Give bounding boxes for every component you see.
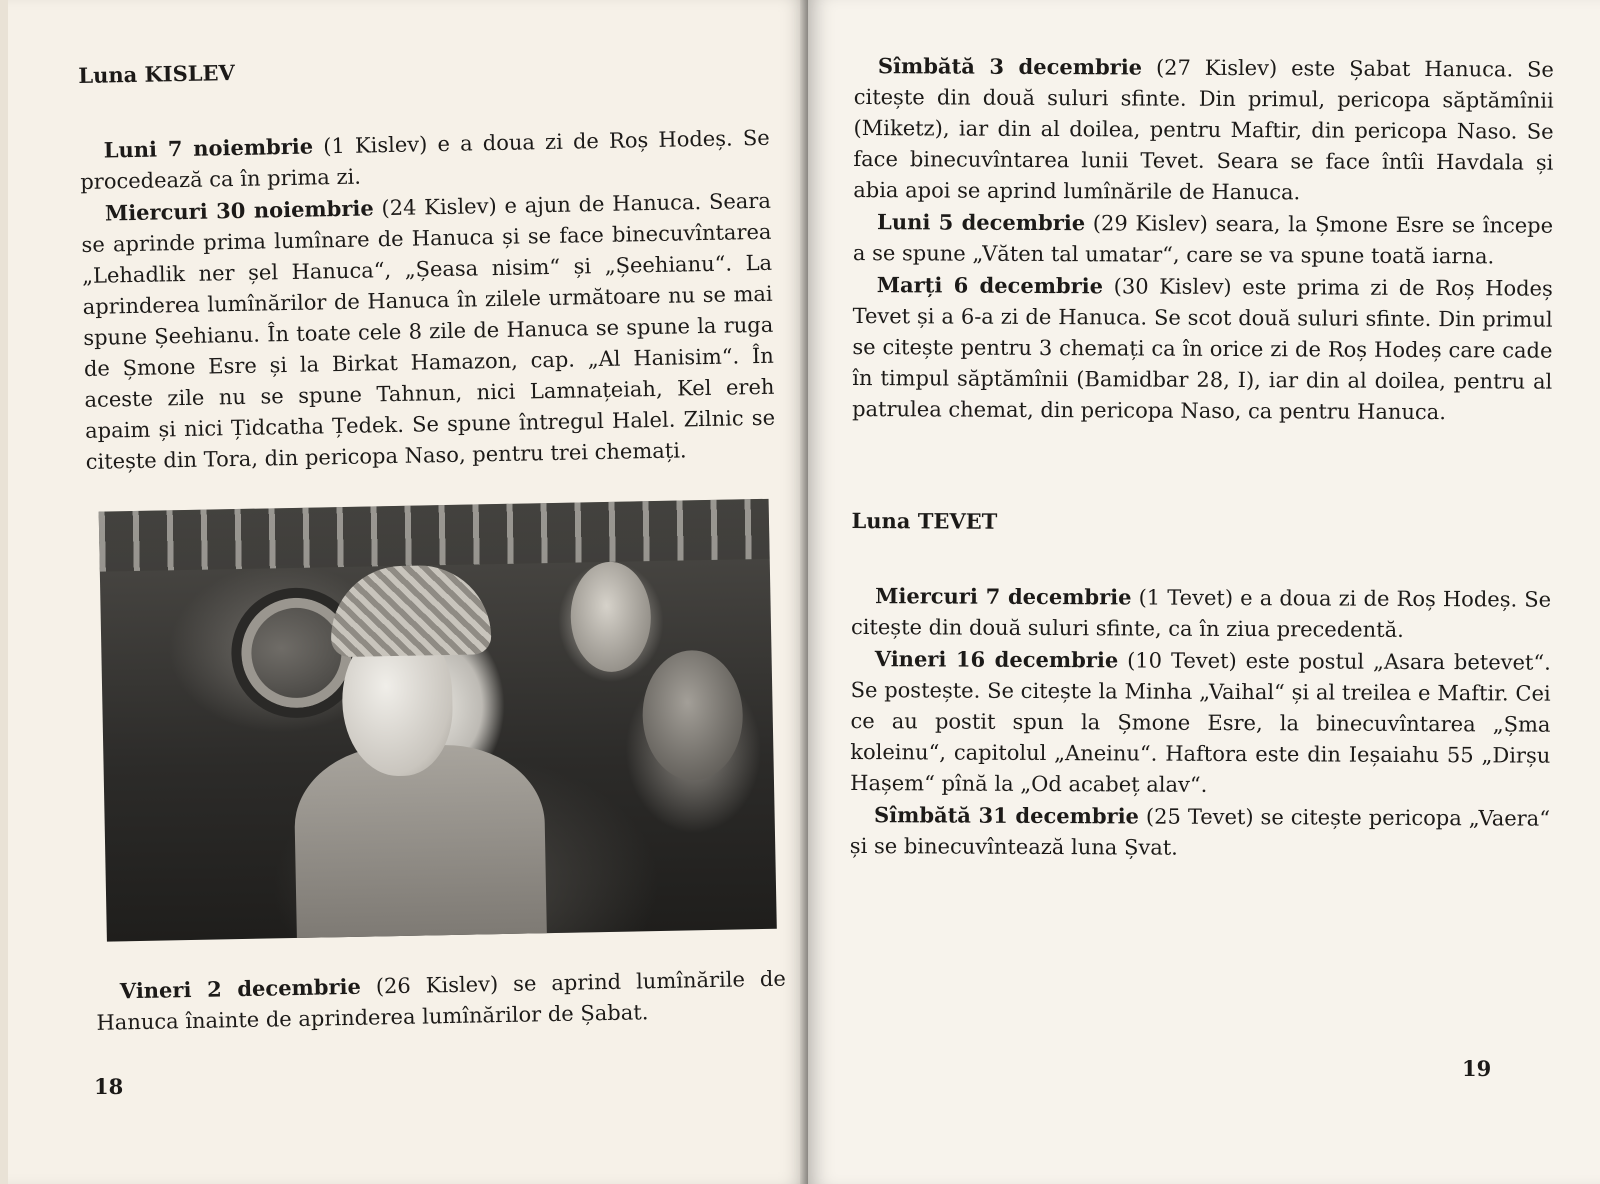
month-heading-kislev — [78, 47, 768, 91]
entry-text: (24 Kislev) e ajun de Hanuca. Seara se aprinde prima lumînare de Hanuca și se face binecuvîntarea „Lehadlik ner șel Hanuca“, „Șeasa nisim“ și „Șeehianu“. La aprinderea lumînărilor de Hanuca în zilele următoare nu se mai spune Șeehianu. În toate cele 8 zile de Hanuca se spune la ruga de Șmone Esre și la Birkat Hamazon, cap. „Al Hanisim“. În aceste zile nu se spune Tahnun, nici Lamnațeiah, Kel ereh apaim și nici Țidcatha Țedek. Se spune întregul Halel. Zilnic se citește din Tora, din pericopa Naso, pentru trei chemați. — [81, 188, 776, 474]
hanukkah-photo — [99, 499, 777, 942]
calendar-entry — [851, 580, 1551, 647]
entry-text: (29 Kislev) seara, la Șmone Esre se începe a se spune „Văten tal umatar“, care se va spune toată iarna. — [852, 211, 1554, 269]
right-page — [808, 0, 1600, 1184]
child-face-right — [641, 649, 743, 781]
entry-date: Sîmbătă 3 decembrie — [877, 53, 1143, 80]
section-spacer — [852, 425, 1552, 509]
entry-date: Vineri 2 decembrie — [119, 973, 362, 1004]
calendar-entry — [852, 269, 1553, 429]
entry-text: (1 Kislev) e a doua zi de Roș Hodeș. Se procedează ca în prima zi. — [80, 125, 770, 194]
girl-knit-cap — [330, 564, 492, 657]
calendar-entry — [850, 799, 1550, 866]
entry-text: (27 Kislev) este Șabat Hanuca. Se citește din două suluri sfinte. Din primul, pericopa săptămînii (Miketz), iar din al doilea, pentru Maftir, din pericopa Naso. Se face binecuvîntarea lunii Tevet. Seara se face întîi Havdala și abia apoi se aprind lumînările de Hanuca. — [853, 55, 1554, 205]
entry-date: Vineri 16 decembrie — [874, 646, 1119, 673]
candles-background — [99, 499, 770, 572]
page-number-left: 18 — [94, 1074, 124, 1099]
calendar-entry — [853, 206, 1553, 273]
girl-scarf — [293, 743, 547, 941]
month-name: KISLEV — [144, 59, 236, 87]
calendar-entry — [81, 185, 776, 478]
month-prefix: Luna — [851, 507, 911, 534]
month-name: TEVET — [917, 508, 998, 534]
calendar-entry — [96, 963, 787, 1039]
left-page-content — [78, 47, 787, 1039]
child-face-back — [570, 561, 652, 673]
entry-text: (26 Kislev) se aprind lumînările de Hanuca înainte de aprinderea lumînărilor de Șabat. — [96, 966, 786, 1035]
left-page — [8, 0, 808, 1184]
month-heading-tevet — [851, 505, 1551, 540]
entry-text: (10 Tevet) este postul „Asara betevet“. Se postește. Se citește la Minha „Vaihal“ și al treilea e Maftir. Cei ce au postit spun la Șmone Esre, la binecuvîntarea „Șma koleinu“, capitolul „Aneinu“. Haftora este din Ieșaiahu 55 „Dirșu Hașem“ pînă la „Od acabeț alav“. — [850, 648, 1551, 797]
entry-date: Marți 6 decembrie — [876, 272, 1104, 299]
month-prefix: Luna — [78, 61, 138, 88]
entry-date: Miercuri 7 decembrie — [875, 583, 1132, 610]
calendar-entry — [853, 50, 1554, 210]
right-page-content — [850, 50, 1554, 866]
entry-date: Sîmbătă 31 decembrie — [873, 802, 1140, 829]
entry-date: Luni 5 decembrie — [877, 209, 1086, 236]
entry-text: (1 Tevet) e a doua zi de Roș Hodeș. Se citește din două suluri sfinte, ca în ziua precedentă. — [850, 585, 1552, 642]
page-number-right: 19 — [1462, 1056, 1492, 1081]
calendar-entry — [850, 643, 1551, 803]
entry-date: Miercuri 30 noiembrie — [104, 195, 374, 226]
entry-text: (25 Tevet) se citește pericopa „Vaera“ și se binecuvîntează luna Șvat. — [849, 804, 1551, 860]
entry-date: Luni 7 noiembrie — [103, 133, 314, 163]
entry-text: (30 Kislev) este prima zi de Roș Hodeș Tevet și a 6-a zi de Hanuca. Se scot două suluri sfinte. Din primul se citește pentru 3 chemați ca în orice zi de Roș Hodeș care cade în timpul săptămînii (Bamidbar 28, I), iar din al doilea, pentru al patrulea chemat, din pericopa Naso, ca pentru Hanuca. — [852, 274, 1553, 425]
